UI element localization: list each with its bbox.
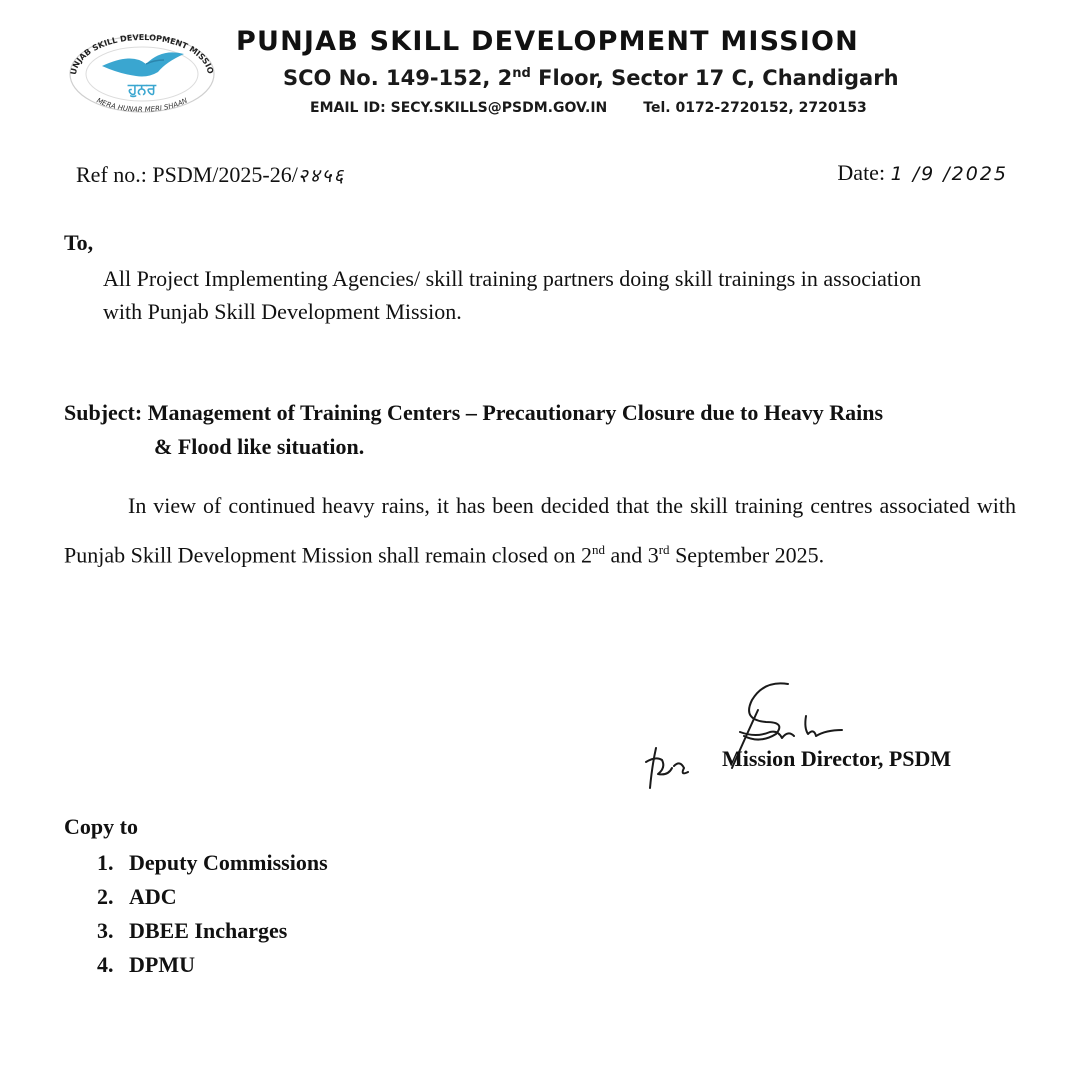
organization-contact — [310, 100, 867, 116]
organization-address: SCO No. 149-152, 2nd Floor, Sector 17 C, Chandigarh — [283, 66, 899, 90]
list-item: 1. Deputy Commissions — [97, 850, 328, 875]
organization-title: PUNJAB SKILL DEVELOPMENT MISSION — [236, 26, 859, 57]
signatory-title: Mission Director, PSDM — [722, 746, 952, 771]
handwritten-date: 1 /9 /2025 — [890, 163, 1008, 185]
reference-number: Ref no.: PSDM/2025-26/२४५६ — [76, 162, 346, 187]
list-item: 3. DBEE Incharges — [97, 918, 288, 943]
svg-text:MERA HUNAR MERI SHAAN: MERA HUNAR MERI SHAAN — [95, 96, 189, 114]
svg-text:PUNJAB SKILL DEVELOPMENT MISSI: UNJAB SKILL DEVELOPMENT MISSIO — [68, 32, 215, 76]
list-item: 2. ADC — [97, 884, 177, 909]
signature — [636, 676, 856, 802]
handwritten-ref-number: २४५६ — [297, 165, 346, 187]
copy-to-list — [97, 846, 328, 982]
svg-text:ਹੁਨਰ: ਹੁਨਰ — [128, 80, 156, 98]
psdm-logo — [62, 30, 222, 114]
letter-date: Date: 1 /9 /2025 — [837, 160, 1008, 185]
recipient: All Project Implementing Agencies/ skill training partners doing skill trainings in association with Punjab Skill Development Mission. — [103, 266, 922, 324]
list-item: 4. DPMU — [97, 952, 195, 977]
phone-line: Tel. 0172-2720152, 2720153 — [643, 100, 867, 116]
subject: Subject: Management of Training Centers – Precautionary Closure due to Heavy Rains & Flood like situation. — [64, 400, 884, 459]
salutation: To, — [64, 230, 94, 255]
body-paragraph: In view of continued heavy rains, it has been decided that the skill training centres associated with Punjab Skill Development Mission shall remain closed on 2nd and 3rd September 2025. — [64, 493, 1016, 568]
copy-to-heading: Copy to — [64, 814, 138, 839]
email-line: EMAIL ID: SECY.SKILLS@PSDM.GOV.IN — [310, 100, 608, 116]
